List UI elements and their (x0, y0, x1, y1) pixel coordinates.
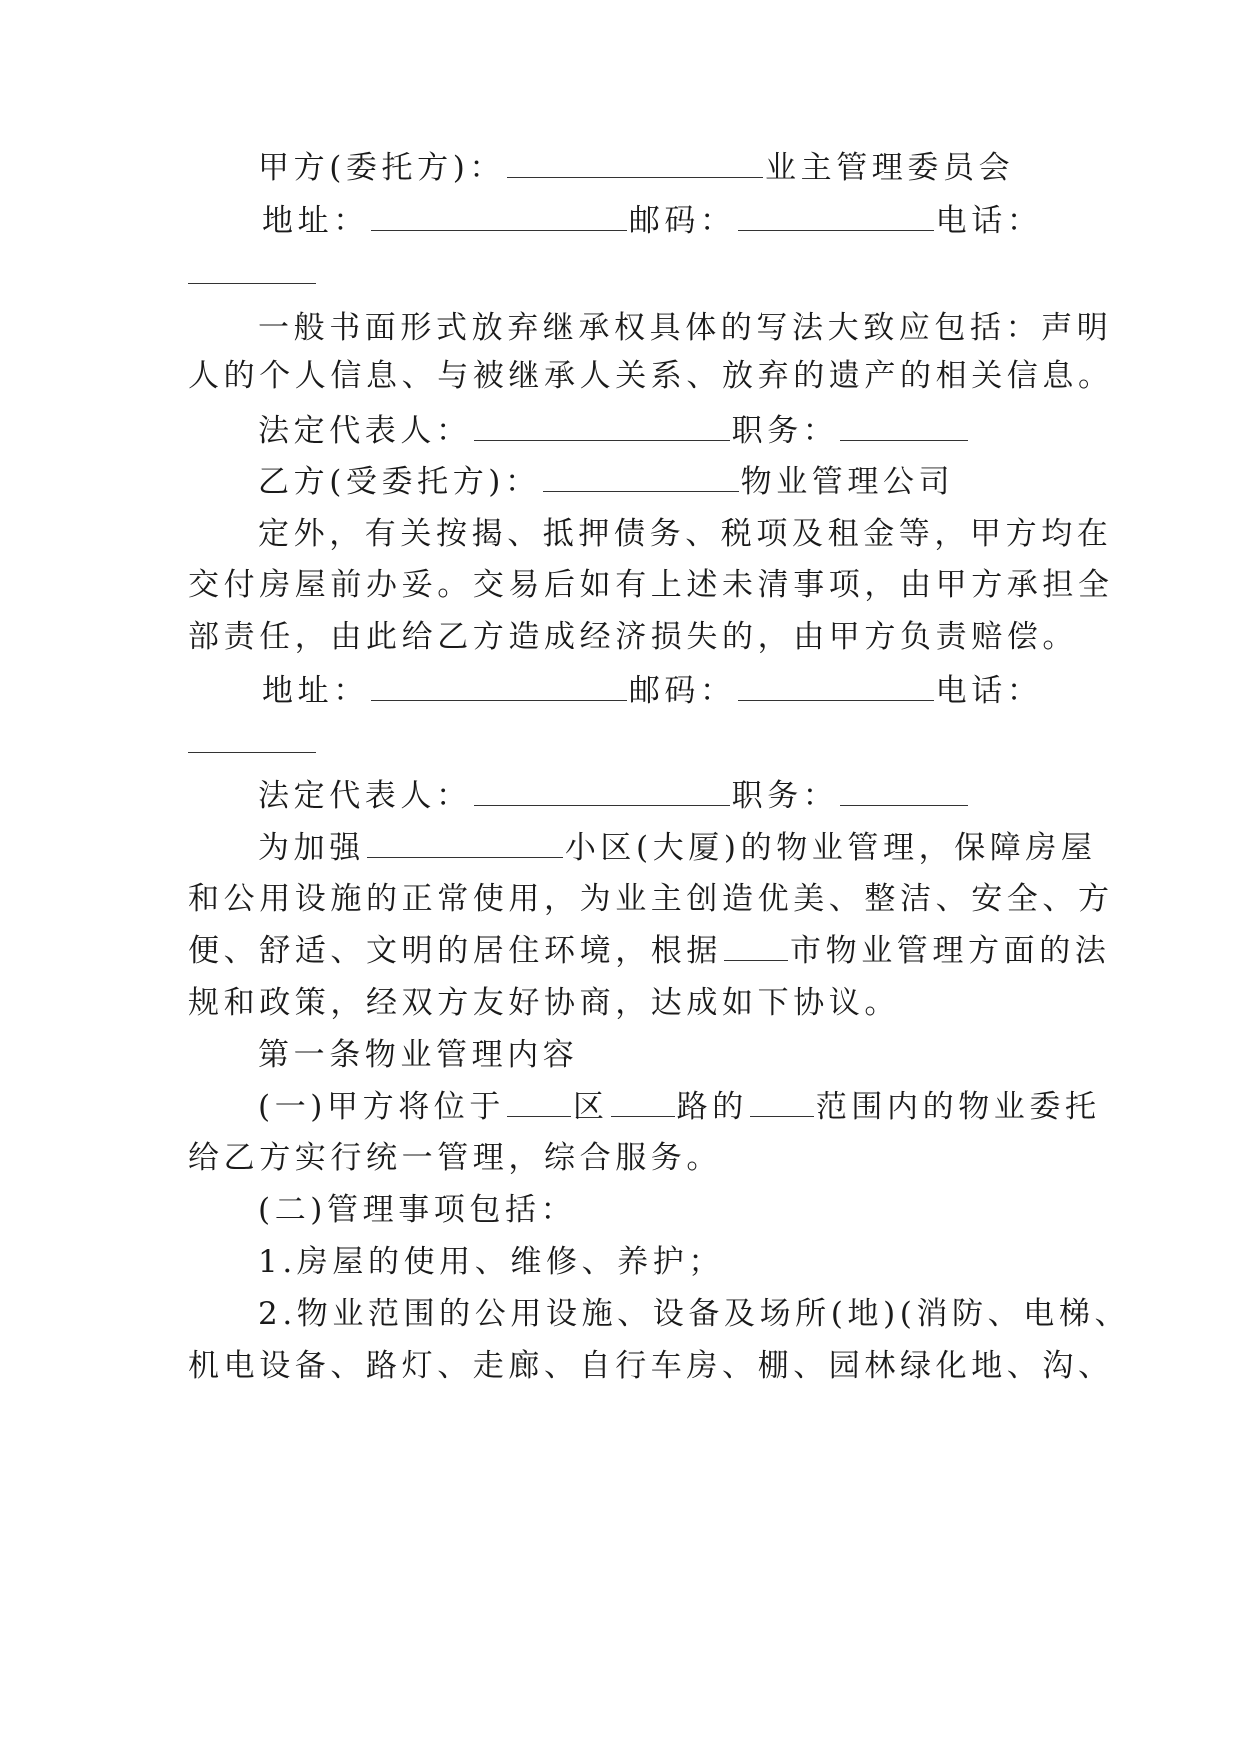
item-1-part-d: 范围内的物业委托 (815, 1089, 1101, 1125)
party-b-label: 乙方(受委托方)： (258, 464, 541, 500)
preamble-line-3 (188, 933, 1111, 969)
party-a-blank (507, 176, 763, 178)
preamble-line-2: 和公用设施的正常使用，为业主创造优美、整洁、安全、方 (188, 881, 1114, 917)
party-b-suffix: 物业管理公司 (740, 464, 955, 500)
address-line-2 (262, 673, 1142, 709)
item-1-part-c: 路的 (676, 1089, 748, 1125)
address-line-1 (262, 203, 1142, 239)
address-blank (371, 699, 627, 701)
legal-rep-line-1 (258, 413, 1138, 449)
liability-line-1: 定外，有关按揭、抵押债务、税项及租金等，甲方均在 (258, 516, 1113, 552)
liability-line-2: 交付房屋前办妥。交易后如有上述未清事项，由甲方承担全 (188, 567, 1114, 603)
preamble-line-3-start: 便、舒适、文明的居住环境，根据 (188, 933, 722, 969)
preamble-line-4: 规和政策，经双方友好协商，达成如下协议。 (188, 985, 900, 1021)
article-1-sub-2-line-1: 2.物业范围的公用设施、设备及场所(地)(消防、电梯、 (258, 1296, 1131, 1332)
legal-rep-label: 法定代表人： (258, 413, 472, 449)
party-a-label: 甲方(委托方)： (258, 150, 505, 186)
address-blank (371, 229, 627, 231)
legal-rep-label: 法定代表人： (258, 778, 472, 814)
legal-rep-blank (474, 804, 730, 806)
preamble-line-3-end: 市物业管理方面的法 (790, 933, 1111, 969)
liability-line-3: 部责任，由此给乙方造成经济损失的，由甲方负责赔偿。 (188, 619, 1078, 655)
party-a-suffix: 业主管理委员会 (765, 150, 1015, 186)
postcode-label: 邮码： (628, 673, 736, 709)
phone-blank-2 (188, 752, 316, 753)
phone-label: 电话： (935, 673, 1043, 709)
position-blank (840, 439, 968, 441)
article-1-sub-1: 1.房屋的使用、维修、养护； (258, 1244, 724, 1280)
party-b-line (258, 464, 1138, 500)
community-name-blank (367, 856, 563, 858)
item-1-part-a: (一)甲方将位于 (258, 1089, 505, 1125)
item-1-part-b: 区 (573, 1089, 609, 1125)
postcode-blank (738, 699, 934, 701)
position-label: 职务： (731, 413, 839, 449)
legal-rep-blank (474, 439, 730, 441)
district-blank (507, 1115, 571, 1117)
address-label: 地址： (262, 203, 369, 239)
party-b-blank (543, 490, 739, 492)
address-label: 地址： (262, 673, 369, 709)
city-blank (724, 959, 788, 961)
position-blank (840, 804, 968, 806)
article-1-heading: 第一条物业管理内容 (258, 1037, 579, 1073)
preamble-start: 为加强 (258, 830, 365, 866)
position-label: 职务： (731, 778, 839, 814)
article-1-item-1-line-2: 给乙方实行统一管理，综合服务。 (188, 1140, 722, 1176)
article-1-sub-2-line-2: 机电设备、路灯、走廊、自行车房、棚、园林绿化地、沟、 (188, 1348, 1114, 1384)
article-1-item-1 (258, 1089, 1138, 1125)
preamble-end: 小区(大厦)的物业管理，保障房屋 (564, 830, 1097, 866)
postcode-label: 邮码： (628, 203, 736, 239)
inheritance-note-line-1: 一般书面形式放弃继承权具体的写法大致应包括：声明 (258, 310, 1113, 346)
scope-blank (750, 1115, 814, 1117)
phone-label: 电话： (935, 203, 1043, 239)
party-a-line (258, 150, 1138, 186)
legal-rep-line-2 (258, 778, 1138, 814)
article-1-item-2: (二)管理事项包括： (258, 1192, 577, 1228)
road-blank (611, 1115, 675, 1117)
postcode-blank (738, 229, 934, 231)
phone-blank-1 (188, 283, 316, 284)
inheritance-note-line-2: 人的个人信息、与被继承人关系、放弃的遗产的相关信息。 (188, 358, 1114, 394)
preamble-line-1 (258, 830, 1138, 866)
